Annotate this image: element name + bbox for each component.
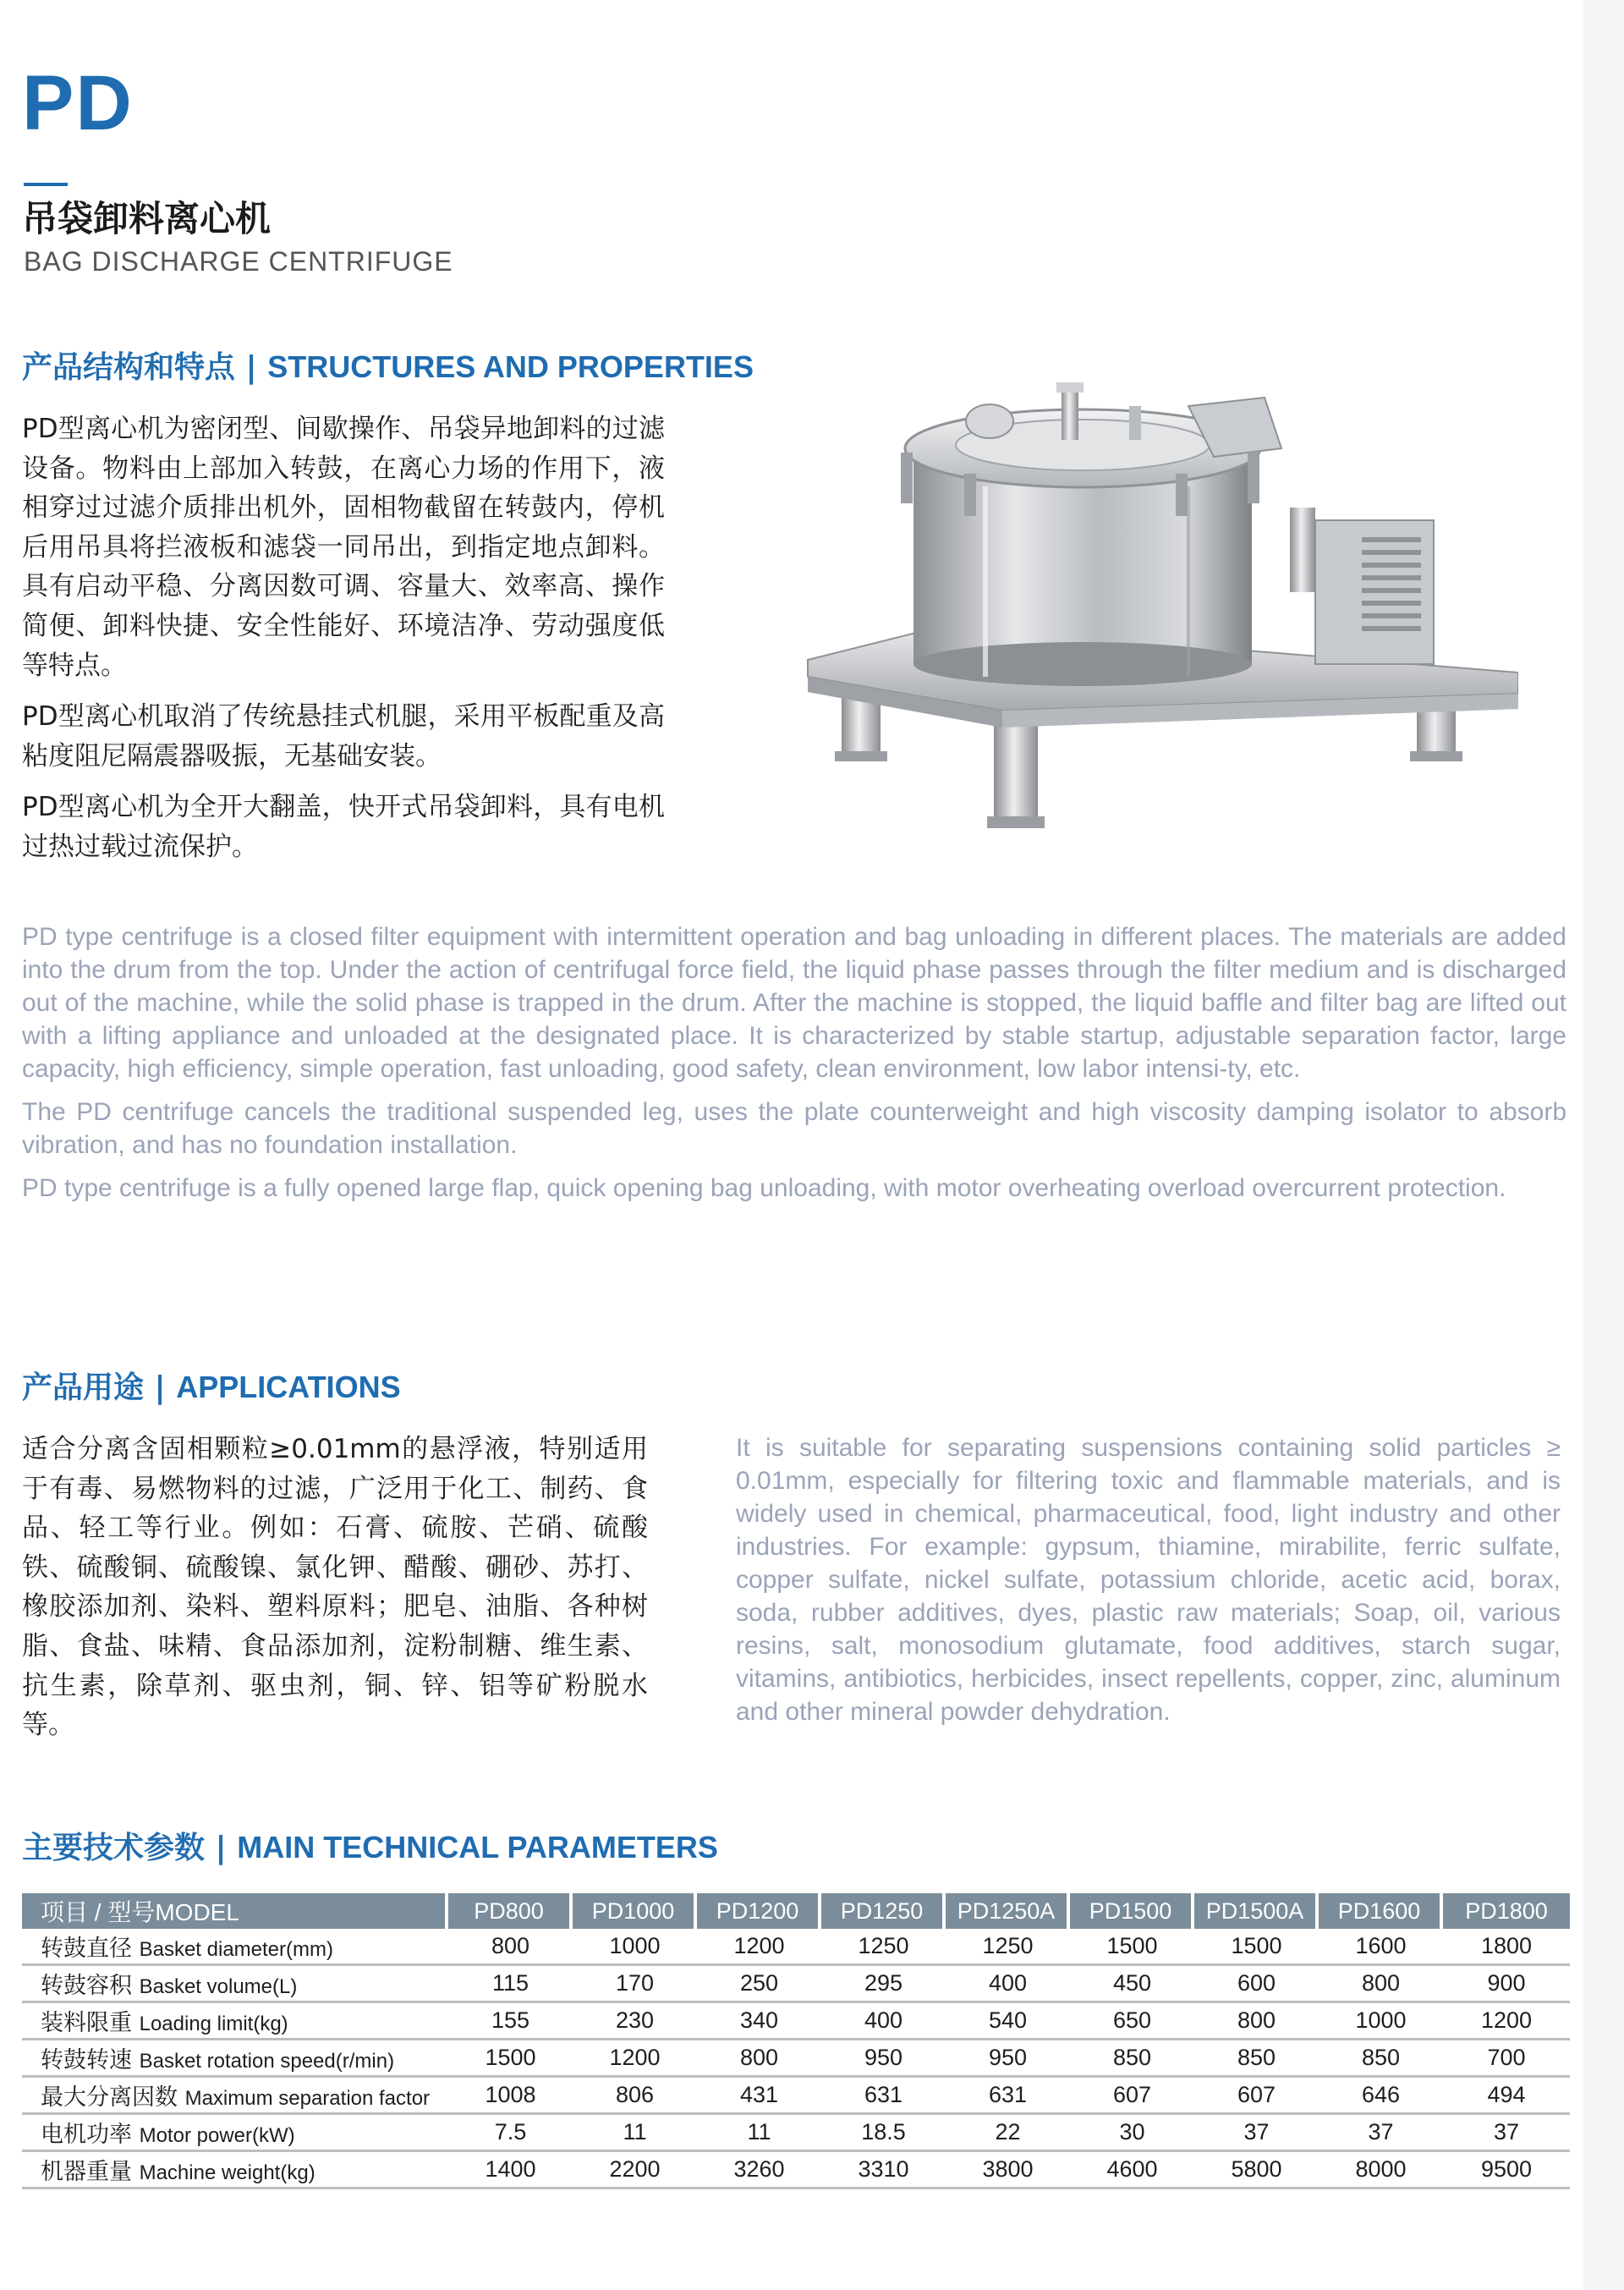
structures-heading-en: STRUCTURES AND PROPERTIES (267, 349, 754, 384)
row-label-en: Machine weight(kg) (139, 2161, 315, 2184)
heading-separator: | (235, 350, 268, 385)
row-label-en: Loading limit(kg) (139, 2013, 288, 2035)
table-cell: 494 (1443, 2078, 1570, 2115)
table-cell: 1400 (448, 2152, 573, 2189)
table-row (22, 2040, 1570, 2078)
row-label-en: Motor power(kW) (139, 2124, 295, 2147)
structures-paragraph-zh: PD型离心机取消了传统悬挂式机腿，采用平板配重及高粘度阻尼隔震器吸振，无基础安装。 (22, 701, 665, 772)
table-cell: 850 (1319, 2040, 1443, 2078)
table-cell: 700 (1443, 2040, 1570, 2078)
brand-code: PD (22, 60, 134, 146)
structures-paragraph-en: The PD centrifuge cancels the traditional suspended leg, uses the plate counterweight and high viscosity damping isolator to absorb vibration, and has no foundation installation. (22, 1098, 1566, 1159)
table-row (22, 2078, 1570, 2115)
table-cell: 540 (946, 2003, 1070, 2040)
row-label-en: Basket rotation speed(r/min) (139, 2050, 395, 2073)
table-cell: 5800 (1194, 2152, 1319, 2189)
model-header: PD1000 (573, 1893, 697, 1929)
table-row (22, 1929, 1570, 1966)
table-cell: 1000 (573, 1929, 697, 1966)
structures-paragraph-zh: PD型离心机为全开大翻盖，快开式吊袋卸料，具有电机过热过载过流保护。 (22, 792, 665, 862)
table-cell: 7.5 (448, 2115, 573, 2152)
table-cell: 230 (573, 2003, 697, 2040)
row-label (22, 2003, 448, 2040)
table-cell: 450 (1070, 1966, 1194, 2003)
table-cell: 600 (1194, 1966, 1319, 2003)
structures-heading (22, 349, 754, 386)
row-label (22, 1929, 448, 1966)
page-edge-strip (1583, 0, 1624, 2290)
model-header: PD1800 (1443, 1893, 1570, 1929)
table-cell: 631 (821, 2078, 946, 2115)
row-label-zh: 转鼓转速 (41, 2047, 132, 2073)
table-header-label: 项目 / 型号MODEL (22, 1893, 448, 1929)
table-cell: 30 (1070, 2115, 1194, 2152)
table-cell: 37 (1194, 2115, 1319, 2152)
table-cell: 646 (1319, 2078, 1443, 2115)
table-cell: 900 (1443, 1966, 1570, 2003)
table-cell: 340 (697, 2003, 821, 2040)
applications-heading-zh: 产品用途 (22, 1370, 145, 1405)
applications-text-zh: 适合分离含固相颗粒≥0.01mm的悬浮液，特别适用于有毒、易燃物料的过滤，广泛用于化工、制药、食品、轻工等行业。例如：石膏、硫胺、芒硝、硫酸铁、硫酸铜、硫酸镍、氯化钾、醋酸、硼砂、苏打、橡胶添加剂、染料、塑料原料；肥皂、油脂、各种树脂、食盐、味精、食品添加剂，淀粉制糖、维生素、抗生素，除草剂、驱虫剂，铜、锌、铝等矿粉脱水等。 (22, 1434, 648, 1741)
table-cell: 1500 (1070, 1929, 1194, 1966)
row-label-zh: 最大分离因数 (41, 2084, 178, 2111)
parameters-heading (22, 1829, 718, 1866)
heading-separator: | (144, 1370, 177, 1405)
table-cell: 1250 (821, 1929, 946, 1966)
table-cell: 1500 (1194, 1929, 1319, 1966)
table-cell: 1500 (448, 2040, 573, 2078)
applications-heading-en: APPLICATIONS (176, 1370, 401, 1404)
row-label (22, 2078, 448, 2115)
row-label-zh: 转鼓容积 (41, 1973, 132, 1999)
table-cell: 1200 (1443, 2003, 1570, 2040)
table-cell: 850 (1070, 2040, 1194, 2078)
table-cell: 950 (946, 2040, 1070, 2078)
model-header: PD1500A (1194, 1893, 1319, 1929)
structures-paragraph-en: PD type centrifuge is a fully opened large flap, quick opening bag unloading, with motor overheating overload overcurrent protection. (22, 1174, 1506, 1202)
title-accent-bar (24, 183, 68, 186)
centrifuge-product-image (791, 372, 1518, 846)
row-label-zh: 电机功率 (41, 2122, 132, 2148)
table-cell: 155 (448, 2003, 573, 2040)
row-label-en: Maximum separation factor (184, 2087, 431, 2110)
table-cell: 431 (697, 2078, 821, 2115)
table-cell: 1008 (448, 2078, 573, 2115)
table-cell: 806 (573, 2078, 697, 2115)
product-title-en: BAG DISCHARGE CENTRIFUGE (24, 246, 453, 277)
model-header: PD1500 (1070, 1893, 1194, 1929)
table-row (22, 2003, 1570, 2040)
row-label (22, 2040, 448, 2078)
table-cell: 3310 (821, 2152, 946, 2189)
table-cell: 400 (821, 2003, 946, 2040)
structures-paragraph-en: PD type centrifuge is a closed filter equipment with intermittent operation and bag unloading in different places. The materials are added into the drum from the top. Under the action of centrifugal force field, the liquid phase passes through the filter medium and is discharged out of the machine, while the solid phase is trapped in the drum. After the machine is stopped, the liquid baffle and filter bag are lifted out with a lifting appliance and unloaded at the designated place. It is characterized by stable startup, adjustable separation factor, large capacity, high efficiency, simple operation, fast unloading, good safety, clean environment, low labor intensi-ty, etc. (22, 923, 1566, 1083)
table-cell: 11 (573, 2115, 697, 2152)
table-cell: 607 (1194, 2078, 1319, 2115)
table-cell: 850 (1194, 2040, 1319, 2078)
table-cell: 800 (697, 2040, 821, 2078)
row-label-zh: 转鼓直径 (41, 1936, 132, 1962)
applications-text-en: It is suitable for separating suspensions containing solid particles ≥ 0.01mm, especially for filtering toxic and flammable materials, and is widely used in chemical, pharmaceutical, food, light industry and other industries. For example: gypsum, thiamine, mirabilite, ferric sulfate, copper sulfate, nickel sulfate, potassium chloride, acetic acid, borax, soda, rubber additives, dyes, plastic raw materials; Soap, oil, various resins, salt, monosodium glutamate, food additives, starch sugar, vitamins, antibiotics, herbicides, insect repellents, copper, zinc, aluminum and other mineral powder dehydration. (736, 1434, 1561, 1726)
table-cell: 170 (573, 1966, 697, 2003)
table-cell: 8000 (1319, 2152, 1443, 2189)
table-cell: 800 (1319, 1966, 1443, 2003)
row-label (22, 2115, 448, 2152)
table-cell: 1200 (697, 1929, 821, 1966)
table-cell: 1800 (1443, 1929, 1570, 1966)
product-title-zh: 吊袋卸料离心机 (22, 198, 272, 239)
table-cell: 1200 (573, 2040, 697, 2078)
row-label (22, 2152, 448, 2189)
table-cell: 22 (946, 2115, 1070, 2152)
model-header: PD1250A (946, 1893, 1070, 1929)
row-label-en: Basket volume(L) (139, 1975, 298, 1998)
table-cell: 650 (1070, 2003, 1194, 2040)
table-cell: 250 (697, 1966, 821, 2003)
heading-separator: | (205, 1831, 238, 1865)
table-row (22, 1966, 1570, 2003)
model-header: PD1250 (821, 1893, 946, 1929)
parameters-heading-en: MAIN TECHNICAL PARAMETERS (237, 1830, 718, 1864)
table-cell: 9500 (1443, 2152, 1570, 2189)
parameters-heading-zh: 主要技术参数 (22, 1831, 206, 1865)
model-header: PD800 (448, 1893, 573, 1929)
table-cell: 37 (1443, 2115, 1570, 2152)
table-cell: 115 (448, 1966, 573, 2003)
table-cell: 607 (1070, 2078, 1194, 2115)
row-label-en: Basket diameter(mm) (139, 1938, 333, 1961)
table-cell: 2200 (573, 2152, 697, 2189)
table-cell: 3800 (946, 2152, 1070, 2189)
table-cell: 631 (946, 2078, 1070, 2115)
table-cell: 400 (946, 1966, 1070, 2003)
table-row (22, 2152, 1570, 2189)
table-cell: 4600 (1070, 2152, 1194, 2189)
table-cell: 1600 (1319, 1929, 1443, 1966)
table-cell: 11 (697, 2115, 821, 2152)
structures-paragraph-zh: PD型离心机为密闭型、间歇操作、吊袋异地卸料的过滤设备。物料由上部加入转鼓，在离心力场的作用下，液相穿过过滤介质排出机外，固相物截留在转鼓内，停机后用吊具将拦液板和滤袋一同吊出，到指定地点卸料。具有启动平稳、分离因数可调、容量大、效率高、操作简便、卸料快捷、安全性能好、环境洁净、劳动强度低等特点。 (22, 414, 665, 681)
table-row (22, 2115, 1570, 2152)
table-cell: 950 (821, 2040, 946, 2078)
table-cell: 18.5 (821, 2115, 946, 2152)
structures-heading-zh: 产品结构和特点 (22, 350, 236, 385)
model-header: PD1200 (697, 1893, 821, 1929)
row-label (22, 1966, 448, 2003)
table-cell: 295 (821, 1966, 946, 2003)
table-cell: 37 (1319, 2115, 1443, 2152)
model-header: PD1600 (1319, 1893, 1443, 1929)
applications-heading (22, 1369, 401, 1406)
structures-text-zh (22, 409, 665, 879)
row-label-zh: 装料限重 (41, 2010, 132, 2036)
table-header-row (22, 1893, 1570, 1929)
table-cell: 1000 (1319, 2003, 1443, 2040)
table-cell: 3260 (697, 2152, 821, 2189)
table-cell: 800 (1194, 2003, 1319, 2040)
table-cell: 1250 (946, 1929, 1070, 1966)
table-cell: 800 (448, 1929, 573, 1966)
row-label-zh: 机器重量 (41, 2159, 132, 2185)
parameters-table (22, 1893, 1570, 2189)
structures-text-en (22, 920, 1566, 1215)
